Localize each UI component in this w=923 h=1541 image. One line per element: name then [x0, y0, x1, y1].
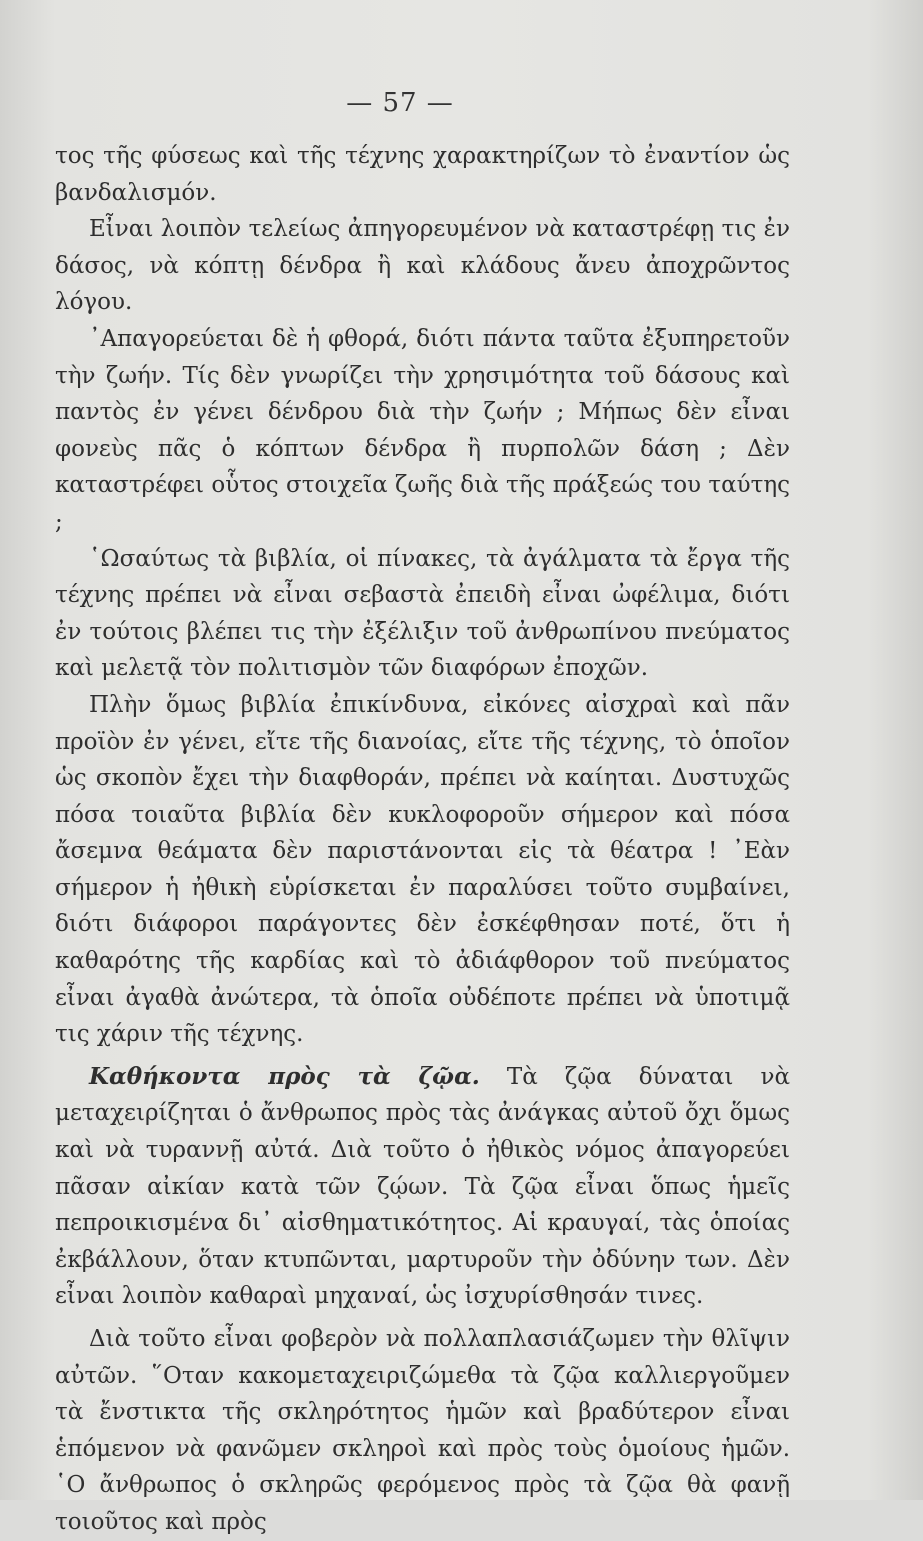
section-heading: Καθήκοντα πρὸς τὰ ζῷα. [89, 1062, 480, 1090]
paragraph-continuation: τος τῆς φύσεως καὶ τῆς τέχνης χαρακτηρίζων τὸ ἐναντίον ὡς βανδαλισμόν. [55, 143, 790, 206]
page-number: — 57 — [346, 88, 454, 118]
body-text [55, 138, 790, 1541]
paragraph-art-works: ῾Ωσαύτως τὰ βιβλία, οἱ πίνακες, τὰ ἀγάλματα τὰ ἔργα τῆς τέχνης πρέπει νὰ εἶναι σεβαστὰ ἐπειδὴ εἶναι ὠφέλιμα, διότι ἐν τούτοις βλέπει τις τὴν ἐξέλιξιν τοῦ ἀνθρωπίνου πνεύματος καὶ μελετᾷ τὸν πολιτισμὸν τῶν διαφόρων ἐποχῶν. [55, 545, 790, 682]
paragraph-destruction: ᾿Απαγορεύεται δὲ ἡ φθορά, διότι πάντα ταῦτα ἐξυπηρετοῦν τὴν ζωήν. Τίς δὲν γνωρίζει τὴν χρησιμότητα τοῦ δάσους καὶ παντὸς ἐν γένει δένδρου διὰ τὴν ζωήν ; Μήπως δὲν εἶναι φονεὺς πᾶς ὁ κόπτων δένδρα ἢ πυρπολῶν δάση ; Δὲν καταστρέφει οὗτος στοιχεῖα ζωῆς διὰ τῆς πράξεώς του ταύτης ; [55, 325, 790, 535]
paragraph-animals-text: Τὰ ζῷα δύναται νὰ μεταχειρίζηται ὁ ἄνθρωπος πρὸς τὰς ἀνάγκας αὐτοῦ ὄχι ὅμως καὶ νὰ τυραννῇ αὐτά. Διὰ τοῦτο ὁ ἠθικὸς νόμος ἀπαγορεύει πᾶσαν αἰκίαν κατὰ τῶν ζῴων. Τὰ ζῷα εἶναι ὅπως ἡμεῖς πεπροικισμένα δι᾽ αἰσθηματικότητος. Αἱ κραυγαί, τὰς ὁποίας ἐκβάλλουν, ὅταν κτυπῶνται, μαρτυροῦν τὴν ὀδύνην των. Δὲν εἶναι λοιπὸν καθαραὶ μηχαναί, ὡς ἰσχυρίσθησάν τινες. [55, 1063, 790, 1310]
paragraph-dangerous-books: Πλὴν ὅμως βιβλία ἐπικίνδυνα, εἰκόνες αἰσχραὶ καὶ πᾶν προϊὸν ἐν γένει, εἴτε τῆς διανοίας, εἴτε τῆς τέχνης, τὸ ὁποῖον ὡς σκοπὸν ἔχει τὴν διαφθοράν, πρέπει νὰ καίηται. Δυστυχῶς πόσα τοιαῦτα βιβλία δὲν κυκλοφοροῦν σήμερον καὶ πόσα ἄσεμνα θεάματα δὲν παριστάνονται εἰς τὰ θέατρα ! ᾿Εὰν σήμερον ἡ ἠθικὴ εὑρίσκεται ἐν παραλύσει τοῦτο συμβαίνει, διότι διάφοροι παράγοντες δὲν ἐσκέφθησαν ποτέ, ὅτι ἡ καθαρότης τῆς καρδίας καὶ τὸ ἀδιάφθορον τοῦ πνεύματος εἶναι ἀγαθὰ ἀνώτερα, τὰ ὁποῖα οὐδέποτε πρέπει νὰ ὑποτιμᾷ τις χάριν τῆς τέχνης. [55, 691, 790, 1048]
paragraph-forest-prohibition: Εἶναι λοιπὸν τελείως ἀπηγορευμένον νὰ καταστρέφῃ τις ἐν δάσος, νὰ κόπτῃ δένδρα ἢ καὶ κλάδους ἄνευ ἀποχρῶντος λόγου. [55, 216, 790, 316]
paragraph-duties-to-animals [55, 1059, 790, 1315]
paragraph-cruelty: Διὰ τοῦτο εἶναι φοβερὸν νὰ πολλαπλασιάζωμεν τὴν θλῖψιν αὐτῶν. ῞Οταν κακομεταχειριζώμεθα τὰ ζῷα καλλιεργοῦμεν τὰ ἔνστικτα τῆς σκληρότητος ἡμῶν καὶ βραδύτερον εἶναι ἑπόμενον νὰ φανῶμεν σκληροὶ καὶ πρὸς τοὺς ὁμοίους ἡμῶν. ῾Ο ἄνθρωπος ὁ σκληρῶς φερόμενος πρὸς τὰ ζῷα θὰ φανῇ τοιοῦτος καὶ πρὸς [55, 1326, 790, 1535]
